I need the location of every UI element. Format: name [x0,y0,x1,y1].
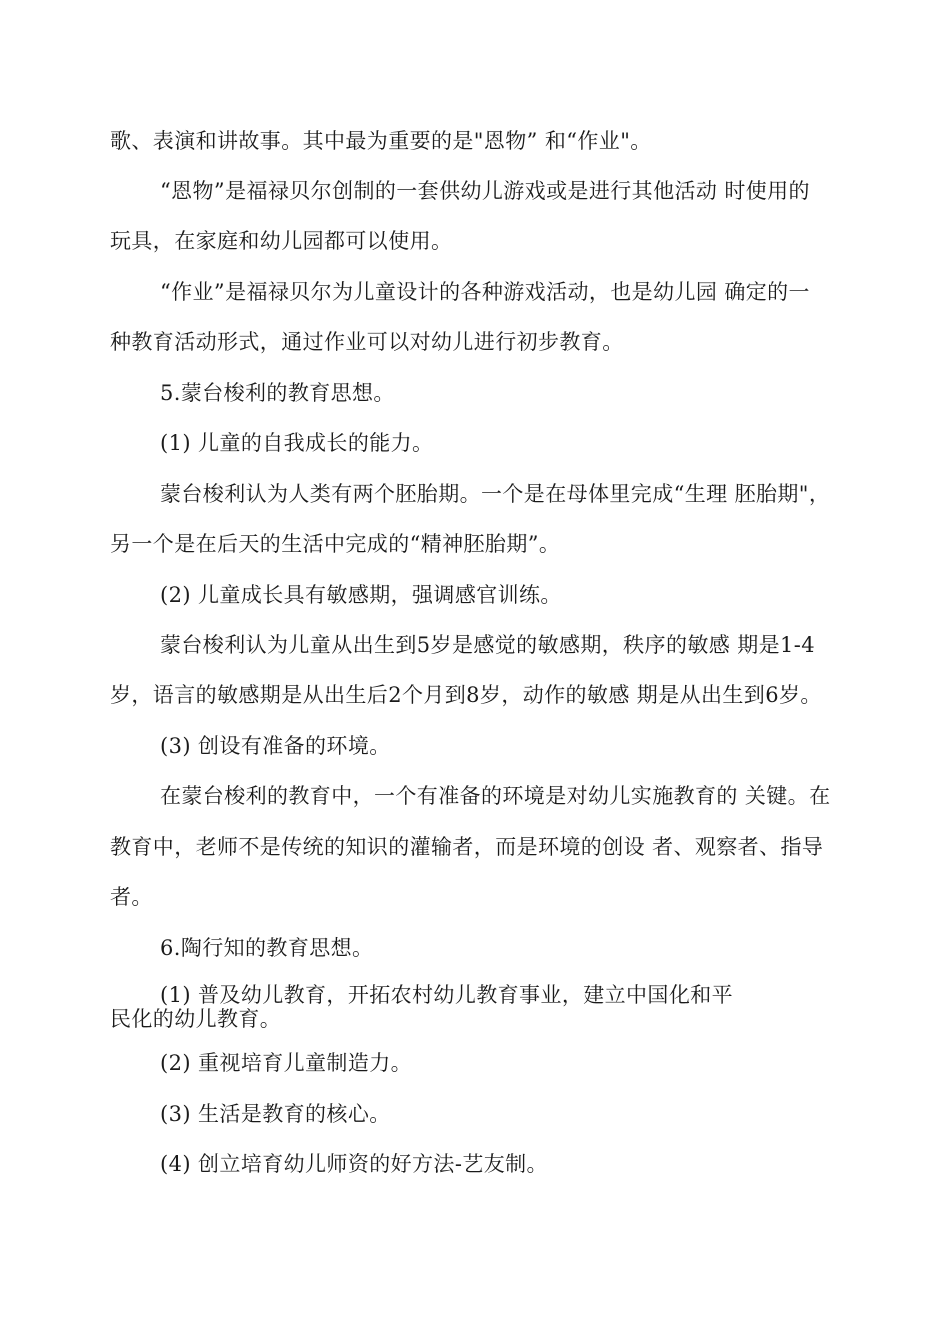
list-item: (1) 普及幼儿教育，开拓农村幼儿教育事业，建立中国化和平 [160,983,734,1007]
paragraph-line: 玩具，在家庭和幼儿园都可以使用。 [110,229,453,253]
list-item: (2) 儿童成长具有敏感期，强调感官训练。 [160,583,562,607]
list-item: (4) 创立培育幼儿师资的好方法-艺友制。 [160,1152,548,1176]
paragraph-line: 种教育活动形式，通过作业可以对幼儿进行初步教育。 [110,330,624,354]
paragraph-line: “恩物”是福禄贝尔创制的一套供幼儿游戏或是进行其他活动 时使用的 [160,179,810,203]
paragraph-line: 歌、表演和讲故事。其中最为重要的是"恩物” 和“作业"。 [110,129,652,153]
paragraph-line: 教育中，老师不是传统的知识的灌输者，而是环境的创设 者、观察者、指导 [110,835,824,859]
section-heading: 5.蒙台梭利的教育思想。 [160,381,395,405]
section-heading: 6.陶行知的教育思想。 [160,936,374,960]
list-item: (1) 儿童的自我成长的能力。 [160,431,434,455]
paragraph-line: “作业”是福禄贝尔为儿童设计的各种游戏活动，也是幼儿园 确定的一 [160,280,810,304]
paragraph-line: 岁，语言的敏感期是从出生后2个月到8岁，动作的敏感 期是从出生到6岁。 [110,683,822,707]
list-item: (2) 重视培育儿童制造力。 [160,1051,413,1075]
paragraph-line: 蒙台梭利认为儿童从出生到5岁是感觉的敏感期，秩序的敏感 期是1-4 [160,633,816,657]
list-item: (3) 生活是教育的核心。 [160,1102,391,1126]
paragraph-line: 蒙台梭利认为人类有两个胚胎期。一个是在母体里完成“生理 胚胎期"， [160,482,831,506]
list-item: (3) 创设有准备的环境。 [160,734,391,758]
paragraph-line: 民化的幼儿教育。 [110,1007,282,1031]
paragraph-line: 在蒙台梭利的教育中，一个有准备的环境是对幼儿实施教育的 关键。在 [160,784,831,808]
paragraph-line: 者。 [110,885,153,909]
paragraph-line: 另一个是在后天的生活中完成的“精神胚胎期”。 [110,532,561,556]
